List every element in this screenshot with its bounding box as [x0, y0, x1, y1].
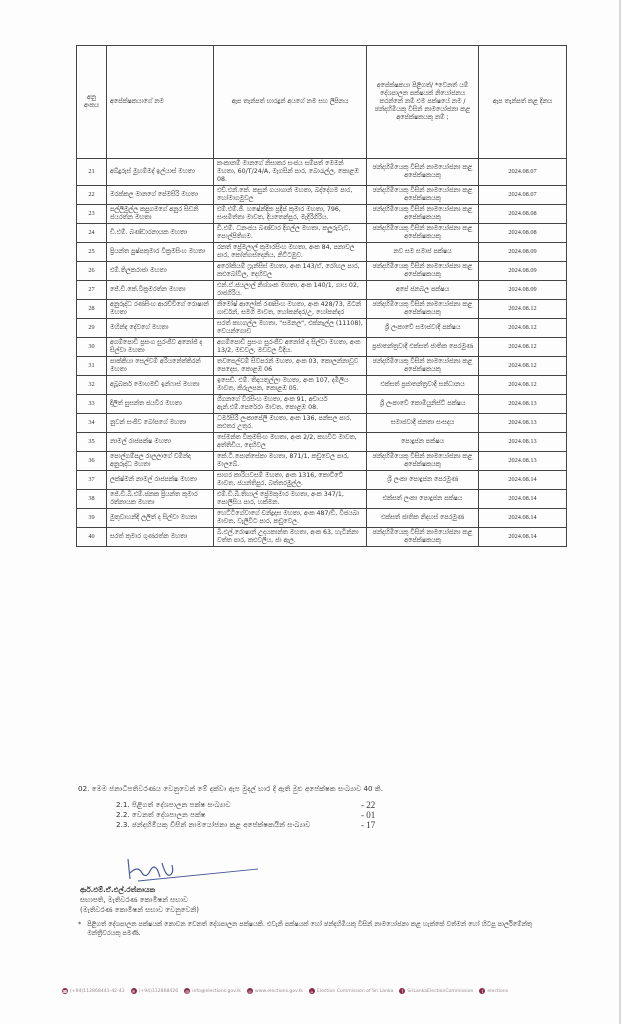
- footnote-marker: *: [78, 920, 82, 928]
- cell-serial: 28: [77, 300, 107, 319]
- cell-candidate-name: ජේ.ඩී.බී.එම්.ජනක ප්‍රියන්ත කුමාර රත්නායක මහතා: [107, 490, 214, 509]
- summary-section: [78, 784, 558, 830]
- cell-deposit-date: 2024.08.13: [479, 414, 567, 433]
- cell-party: පොදුජන පක්ෂය: [367, 433, 479, 452]
- summary-item-label: 2.1. පිළිගත් දේශපාලන පක්ෂ සංඛ්‍යාව: [116, 800, 231, 809]
- cell-deposit-date: 2024.08.07: [479, 186, 567, 205]
- summary-item: [116, 820, 558, 830]
- cell-serial: 38: [77, 490, 107, 509]
- fax-icon: ✉: [131, 988, 136, 994]
- table-row: [77, 186, 567, 205]
- cell-candidate-name: නාමල් රාජපක්ෂ මහතා: [107, 433, 214, 452]
- signature: [118, 855, 278, 883]
- signer-on-behalf: (මැතිවරණ කොමිෂන් සභාව වෙනුවෙනි): [80, 906, 199, 914]
- table-row: [77, 338, 567, 357]
- cell-depositor: ඩී.එම්. ධනංජය බණ්ඩාර දිගල්ල මහතා, කලුරුවැව, පොල්පිතිගම.: [214, 224, 367, 243]
- table-row: [77, 433, 567, 452]
- cell-depositor: කංකානම් මානගේ නිසාකර සංජය සම්පත් මෙමන් මහතා, 60/T/24/A, මැගසින් පාර, බොරැල්ල, කොළඹ 08.: [214, 159, 367, 186]
- summary-item-value: - 01: [361, 810, 376, 820]
- cell-depositor: එන්.ඒ.ජයලාල් නිශ්ශංක මහතා, අංක 140/1, ගාය 02, රාජගිරිය.: [214, 281, 367, 300]
- cell-party: ඡන්දහිමියෙකු විසින් නාමයෝජනා කළ අපේක්ෂකයකු: [367, 300, 479, 319]
- cell-serial: 24: [77, 224, 107, 243]
- cell-serial: 37: [77, 471, 107, 490]
- cell-depositor: ධර්මසිරි ලංකාපේලි මහතා, අංක 136, පන්සල පාර, කළුතර උතුර.: [214, 414, 367, 433]
- facebook-icon: f: [399, 988, 405, 994]
- cell-party: ශ්‍රී ලංකාවේ කොමියුනිස්ට් පක්ෂය: [367, 395, 479, 414]
- cell-candidate-name: මුතුවාහන්දි ලලිත් ද සිල්වා මහතා: [107, 509, 214, 528]
- cell-serial: 23: [77, 205, 107, 224]
- cell-candidate-name: ලක්ෂ්මන් නාමල් රාජපක්ෂ මහතා: [107, 471, 214, 490]
- footer-twitter[interactable]: [479, 988, 508, 994]
- cell-deposit-date: 2024.08.14: [479, 471, 567, 490]
- cell-party: ඡන්දහිමියෙකු විසින් නාමයෝජනා කළ අපේක්ෂකයකු: [367, 262, 479, 281]
- cell-candidate-name: පල්ලිමුල්ල කපුගමගේ අනුර සිඩනි ජයරත්න මහතා: [107, 205, 214, 224]
- phone-icon: ☎: [62, 988, 68, 994]
- cell-deposit-date: 2024.08.12: [479, 357, 567, 376]
- table-row: [77, 159, 567, 186]
- cell-party: එක්සත් ජාතික නිදහස් පෙරමුණ: [367, 509, 479, 528]
- cell-depositor: ඉසෙඩ්. එම්. තිදායතුල්ලා මහතා, අංක 107, දමිලිය මාවත, කිරුලපන, කොළඹ 05.: [214, 376, 367, 395]
- footer-phone[interactable]: [62, 988, 125, 994]
- table-row: [77, 243, 567, 262]
- cell-deposit-date: 2024.08.07: [479, 159, 567, 186]
- header-depositor: ඇප තැන්පත් භාරදුන් අයගේ නම සහ ලිපිනය: [214, 46, 367, 159]
- cell-deposit-date: 2024.08.09: [479, 281, 567, 300]
- cell-candidate-name: සරත් කුමාර ගුණරත්න මහතා: [107, 528, 214, 547]
- cell-depositor: ගීගනගේ විරසිංහ මහතා, අංක 91, අචාර්ය ඇන්.එම්.පෙරේරා මාවත, කොළඹ 08.: [214, 395, 367, 414]
- footer-email[interactable]: [184, 988, 241, 994]
- summary-item-label: 2.3. ඡන්දහිමියකු විසින් නාමයෝජනා කළ අපේක්ෂකයින් සංඛ්‍යාව: [116, 820, 311, 829]
- cell-depositor: එම්.ඩී.බී.තිහාල් ප්‍රේමකුමාර මහතා, අංක 347/1, පොලීසිය පාර, හක්මන.: [214, 490, 367, 509]
- cell-deposit-date: 2024.08.14: [479, 490, 567, 509]
- cell-party: එක්සත් ප්‍රජාතන්ත්‍රවාදී සන්ධානය: [367, 376, 479, 395]
- contact-footer: [62, 988, 572, 994]
- cell-deposit-date: 2024.08.13: [479, 452, 567, 471]
- table-row: [77, 300, 567, 319]
- cell-candidate-name: එම්.තිලකරාජා මහතා: [107, 262, 214, 281]
- cell-serial: 25: [77, 243, 107, 262]
- cell-party: ඡන්දහිමියෙකු විසින් නාමයෝජනා කළ අපේක්ෂකයකු: [367, 205, 479, 224]
- cell-deposit-date: 2024.08.14: [479, 509, 567, 528]
- cell-deposit-date: 2024.08.12: [479, 338, 567, 357]
- footer-text: info@elections.gov.lk: [192, 988, 241, 994]
- cell-depositor: හෙට්ටිගේවාගේ චන්ද්‍රදාස මහතා, අංක 487/ඩී, විජයබා මාවත, වැලිවිට පාර, කඩුවෙල.: [214, 509, 367, 528]
- location-icon: ⌂: [310, 988, 314, 994]
- cell-party: ඡන්දහිමියෙකු විසින් නාමයෝජනා කළ අපේක්ෂකයකු: [367, 159, 479, 186]
- footer-fax[interactable]: [131, 988, 179, 994]
- cell-candidate-name: දිලිත් සුසන්ත ජයවීර මහතා: [107, 395, 214, 414]
- cell-party: ඡන්දහිමියෙකු විසින් නාමයෝජනා කළ අපේක්ෂකයකු: [367, 452, 479, 471]
- footer-facebook[interactable]: [399, 988, 473, 994]
- footer-location[interactable]: [309, 988, 393, 994]
- summary-item: [116, 800, 558, 810]
- footnote: [78, 920, 548, 938]
- cell-serial: 30: [77, 338, 107, 357]
- cell-party: අපේ ජනබල පක්ෂය: [367, 281, 479, 300]
- footer-text: (+94)112868441-42-43: [70, 988, 125, 994]
- cell-candidate-name: මරක්කල මානගේ පේමසිරි මහතා: [107, 186, 214, 205]
- cell-deposit-date: 2024.08.09: [479, 243, 567, 262]
- table-row: [77, 319, 567, 338]
- cell-candidate-name: අගම්පොඩි ප්‍රසංග සුරංජීව අනෝජ් ද සිල්වා මහතා: [107, 338, 214, 357]
- cell-depositor: අරෝකියම් ෆ්‍රැන්සිස් මහතා, අංක 143/ඒ, රෝහල පාර, කළුබෝවිල, දෙහිවල: [214, 262, 367, 281]
- cell-serial: 22: [77, 186, 107, 205]
- header-candidate-name: අපේක්ෂකයාගේ නම: [107, 46, 214, 159]
- cell-party: නව සම සමාජ පක්ෂය: [367, 243, 479, 262]
- cell-deposit-date: 2024.08.13: [479, 395, 567, 414]
- cell-serial: 32: [77, 376, 107, 395]
- cell-deposit-date: 2024.08.08: [479, 224, 567, 243]
- cell-candidate-name: ජේ.ඩී.කේ.වික්‍රමරත්න මහතා: [107, 281, 214, 300]
- cell-serial: 26: [77, 262, 107, 281]
- signer-name: ආර්.එම්.ඒ.එල්.රත්නායක: [80, 886, 156, 894]
- cell-candidate-name: නුවන් සංජීව බෝපගේ මහතා: [107, 414, 214, 433]
- table-row: [77, 224, 567, 243]
- cell-depositor: බී.එල්.රොෂාන් උදයකාන්ත මහතා, අංක 63, හැටින්නා වත්ත පාර, කළුවලිය, ජා ඇල.: [214, 528, 367, 547]
- cell-candidate-name: අබ්දුරුස් මුහම්මද් ඉල්යාස් මහතා: [107, 159, 214, 186]
- cell-party: ප්‍රජාතන්ත්‍රවාදී එක්සත් ජාතික පෙරමුණ: [367, 338, 479, 357]
- table-row: [77, 528, 567, 547]
- summary-item-value: - 17: [361, 820, 376, 830]
- table-row: [77, 395, 567, 414]
- cell-depositor: අගම්පොඩි ප්‍රසංග සුරංජීව අනෝජ් ද සිල්වා මහතා, අංක 13/2, මඩවල, මඩවල වීදිය.: [214, 338, 367, 357]
- footer-text: SriLankaElectionCommission: [407, 988, 474, 994]
- table-row: [77, 452, 567, 471]
- cell-deposit-date: 2024.08.08: [479, 205, 567, 224]
- cell-party: ශ්‍රී ලංකාවේ සමාජවාදී පක්ෂය: [367, 319, 479, 338]
- cell-depositor: තවපෙල්වම් සිවපරන් මහතා, අංක 03, කොලන්නාවූව පෙදෙස, කොළඹ 06: [214, 357, 367, 376]
- summary-lead: 02. මෙම ජනාධිපතිවරණය වෙනුවෙන් මේ දක්වා ඇප මුදල් භාර දී ඇති මුළු අපේක්ෂක සංඛ්‍යාව 40 කි.: [78, 784, 384, 793]
- cell-depositor: සේමන්ත විකුමසිංහ මහතා, අංක 2/2, කහවිට මාවත, අත්තිඩිය, දෙහිවල: [214, 433, 367, 452]
- footer-text: (+94)112868426: [138, 988, 179, 994]
- cell-serial: 39: [77, 509, 107, 528]
- footer-text: www.elections.gov.lk: [255, 988, 303, 994]
- cell-depositor: නිමෝෂ් ආලෝක් රණසිංහ මහතා, අංක 428/73, ඔටන් ගාර්ඩන්, සමගි මාවත, හෝකන්දර/උ, හෝකන්දර: [214, 300, 367, 319]
- candidates-table: [76, 45, 567, 547]
- cell-candidate-name: අනුරුද්ධ රණසිංහ ආරච්චිගේ රොෂාන් මහතා: [107, 300, 214, 319]
- cell-deposit-date: 2024.08.09: [479, 262, 567, 281]
- summary-item-value: - 22: [361, 800, 376, 810]
- footer-text: Election Commission of Sri Lanka: [316, 988, 394, 994]
- header-serial: අනු අංකය: [77, 46, 107, 159]
- cell-party: ඡන්දහිමියෙකු විසින් නාමයෝජනා කළ අපේක්ෂකයකු: [367, 224, 479, 243]
- cell-party: ඡන්දහිමියෙකු විසින් නාමයෝජනා කළ අපේක්ෂකයකු: [367, 186, 479, 205]
- cell-candidate-name: අබූබකර් මොහමඩ් ඉන්ෆාස් මහතා: [107, 376, 214, 395]
- cell-party: එක්සත් ලංකා පොදුජන පක්ෂය: [367, 490, 479, 509]
- cell-candidate-name: පාක්කියා සෙල්වම් අරියනේත්තිරන් මහතා: [107, 357, 214, 376]
- summary-item: [116, 810, 558, 820]
- cell-depositor: සාගර කාරියවසම් මහතා, අංක 1316, කොට්ටේ මාවත, ජයන්තිපුර, බත්තරමුල්ල.: [214, 471, 367, 490]
- cell-depositor: එච්.එන්.කේ. කසුන් ගයාශාන් මහතා, බද්දේගම පාර, හෝමාගමුවල: [214, 186, 367, 205]
- cell-deposit-date: 2024.08.12: [479, 376, 567, 395]
- table-row: [77, 281, 567, 300]
- cell-serial: 35: [77, 433, 107, 452]
- cell-party: ශ්‍රී ලංකා පොදුජන පෙරමුණ: [367, 471, 479, 490]
- cell-serial: 33: [77, 395, 107, 414]
- cell-serial: 34: [77, 414, 107, 433]
- cell-deposit-date: 2024.08.13: [479, 433, 567, 452]
- table-row: [77, 509, 567, 528]
- summary-item-label: 2.2. වෙනත් දේශපාලන පක්ෂ: [116, 810, 206, 819]
- footer-web[interactable]: [247, 988, 303, 994]
- cell-depositor: සරත් කහගල්ල මහතා, "සමනල", එක්නැල්ල (11108), වෙයන්ගොඩ: [214, 319, 367, 338]
- footer-text: elections: [487, 988, 509, 994]
- web-icon: ◎: [248, 988, 252, 994]
- cell-candidate-name: ප්‍රියන්ත පුෂ්පකුමාර වික්‍රමසිංහ මහතා: [107, 243, 214, 262]
- header-deposit-date: ඇප තැන්පත් කළ දිනය: [479, 46, 567, 159]
- table-row: [77, 414, 567, 433]
- cell-party: සමාජවාදී ජනතා සංසදය: [367, 414, 479, 433]
- table-row: [77, 205, 567, 224]
- table-row: [77, 262, 567, 281]
- cell-serial: 40: [77, 528, 107, 547]
- signer-title: සභාපති, මැතිවරණ කොමිෂන් සභාව: [80, 896, 189, 904]
- cell-serial: 36: [77, 452, 107, 471]
- cell-serial: 29: [77, 319, 107, 338]
- table-header-row: [77, 46, 567, 159]
- twitter-icon: t: [479, 988, 485, 994]
- table-row: [77, 357, 567, 376]
- header-party: අපේක්ෂකයා පිළිගත්/ *වෙනත් යම් දේශපාලන පක්ෂයක් නියෝජනය කරන්නේ නම් එම පක්ෂයේ නම / ඡන්දහිමියකු විසින් නාමයෝජනා කළ අපේක්ෂකයකු නම් ;: [367, 46, 479, 159]
- cell-serial: 27: [77, 281, 107, 300]
- cell-depositor: කේ.ටී.පොන්සේකා මහතා, 871/1, කඩුවෙල පාර, මාලබේ.: [214, 452, 367, 471]
- email-icon: @: [185, 988, 190, 994]
- table-row: [77, 490, 567, 509]
- cell-serial: 31: [77, 357, 107, 376]
- cell-candidate-name: මහින්ද දේවගේ මහතා: [107, 319, 214, 338]
- cell-candidate-name: පොල්ගම්පල රාලලාගේ වමින්ද අනුරුද්ධ මහතා: [107, 452, 214, 471]
- footnote-text: පිළිගත් දේශපාලන පක්ෂයක් නොවන වෙනත් දේශපාලන පක්ෂයකි. එවැනි පක්ෂයක් හෝ ඡන්දහිමියකු විසින් නාමයෝජනා කළ හැක්කේ වත්මන් හෝ හිටපු පාර්ලිමේන්තු මන්ත්‍රීවරයකු පමණි.: [87, 920, 533, 937]
- cell-party: ඡන්දහිමියෙකු විසින් නාමයෝජනා කළ අපේක්ෂකයකු: [367, 357, 479, 376]
- table-row: [77, 471, 567, 490]
- cell-candidate-name: ඩී.එම්. බණ්ඩාරනායක මහතා: [107, 224, 214, 243]
- cell-depositor: එම්.එම්.ජී. හෂේන්දික ප්‍රදීප් කුමාර මහතා, 796, සංඝමිත්තා මාවත, දියතෙන්පුර, මැදිරිගිරිය.: [214, 205, 367, 224]
- cell-deposit-date: 2024.08.14: [479, 528, 567, 547]
- signer-block: [80, 885, 199, 915]
- cell-deposit-date: 2024.08.12: [479, 319, 567, 338]
- cell-serial: 21: [77, 159, 107, 186]
- cell-party: ඡන්දහිමියෙකු විසින් නාමයෝජනා කළ අපේක්ෂකයකු: [367, 528, 479, 547]
- table-row: [77, 376, 567, 395]
- cell-depositor: රනත් ප්‍රේමලාල් කුමාරසිංහ මහතා, අංක 84, පනාවල පාර, කෝන්ගස්දෙනිය, නිට්ටඹුව.: [214, 243, 367, 262]
- cell-deposit-date: 2024.08.12: [479, 300, 567, 319]
